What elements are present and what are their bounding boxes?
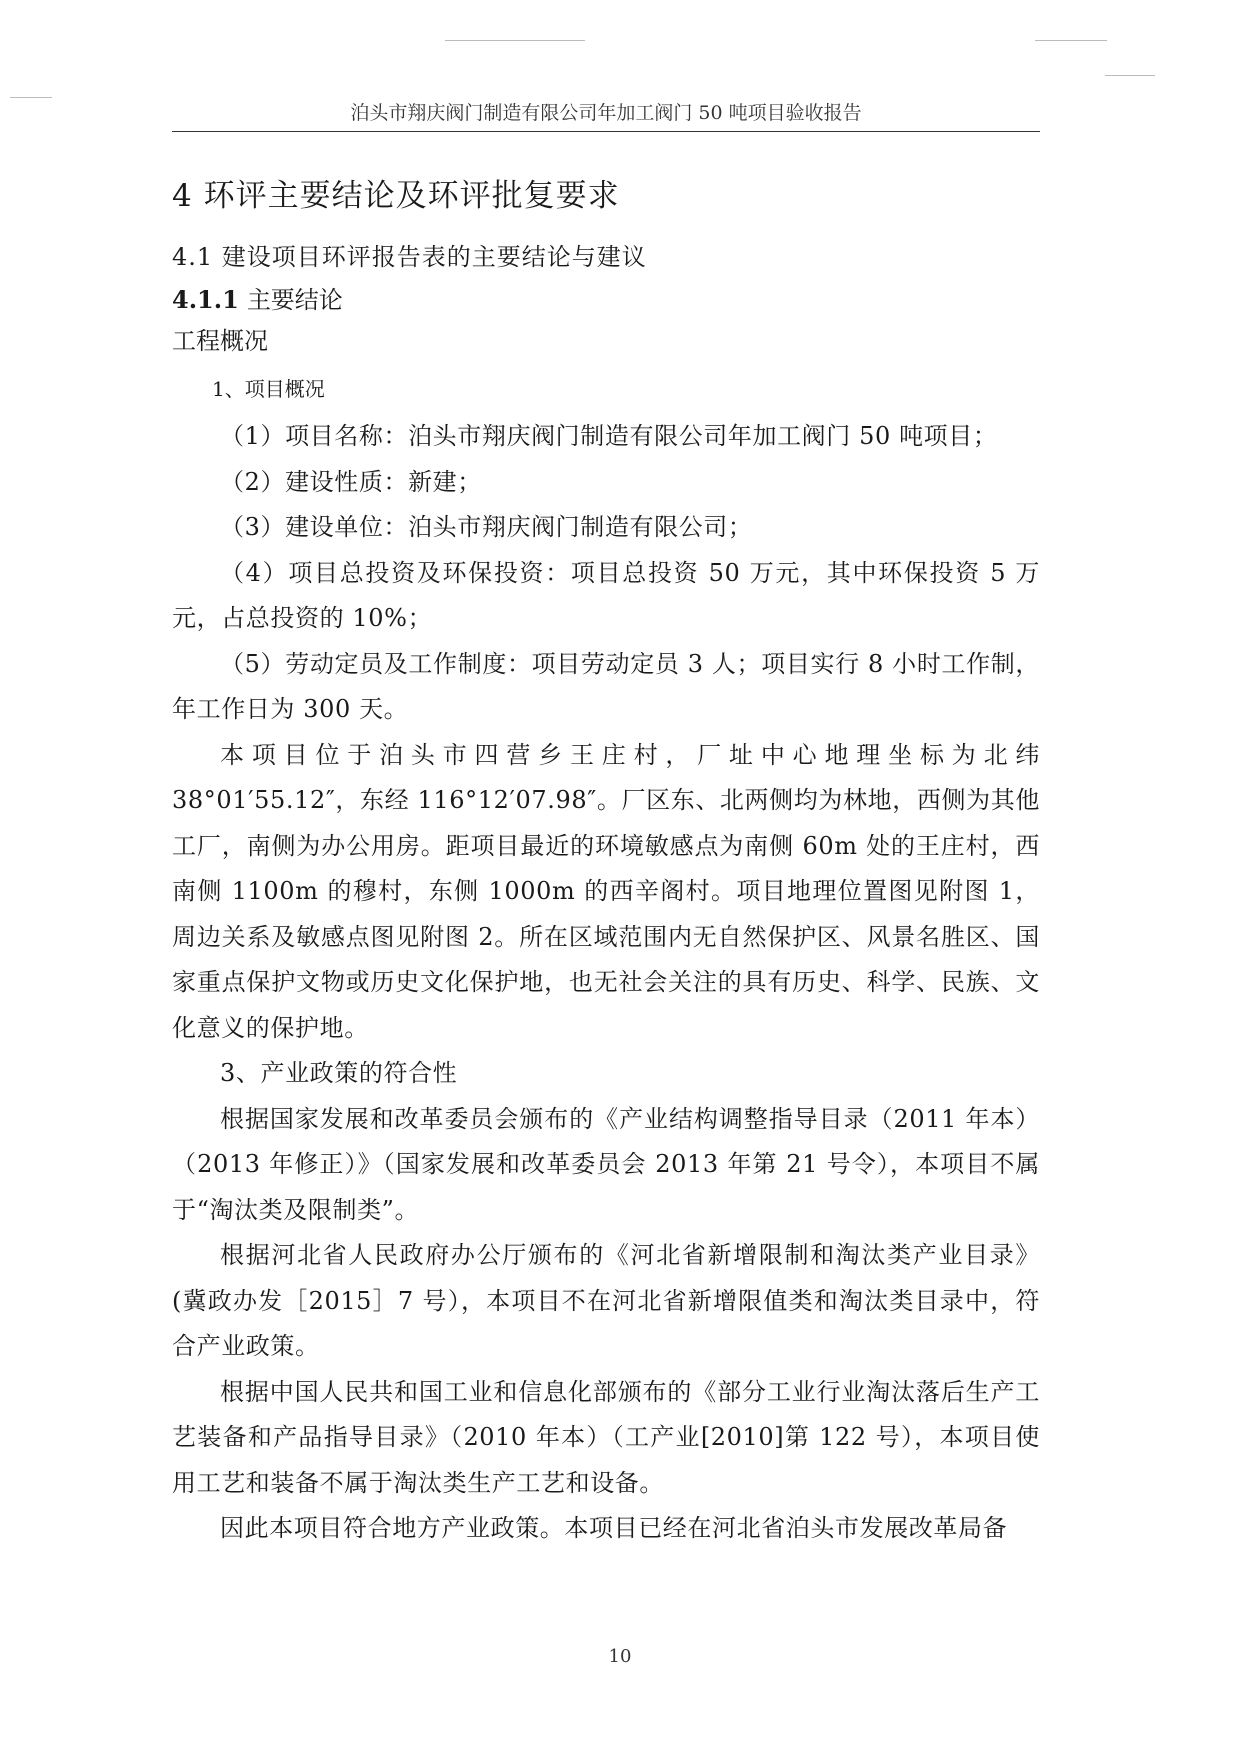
scan-artifact <box>10 97 52 98</box>
header-rule <box>172 131 1040 132</box>
page-content <box>172 172 1040 1552</box>
subsection-label: 主要结论 <box>246 286 343 314</box>
paragraph-investment: （4）项目总投资及环保投资：项目总投资 50 万元，其中环保投资 5 万元，占总投资的 10%； <box>172 558 1040 632</box>
paragraph-project-name: （1）项目名称：泊头市翔庆阀门制造有限公司年加工阀门 50 吨项目； <box>220 422 998 450</box>
paragraph-national-policy: 根据国家发展和改革委员会颁布的《产业结构调整指导目录（2011 年本）（2013 年修正）》（国家发展和改革委员会 2013 年第 21 号令），本项目不属于“淘汰类及限制类”。 <box>172 1104 1040 1224</box>
section-title: 4.1 建设项目环评报告表的主要结论与建议 <box>172 243 647 271</box>
item-heading: 1、项目概况 <box>212 377 325 401</box>
subsection-number: 4.1.1 <box>172 285 239 314</box>
paragraph-conclusion: 因此本项目符合地方产业政策。本项目已经在河北省泊头市发展改革局备 <box>220 1514 1008 1542</box>
running-header: 泊头市翔庆阀门制造有限公司年加工阀门 50 吨项目验收报告 <box>350 102 862 124</box>
paragraph-construction-type: （2）建设性质：新建； <box>220 467 482 496</box>
paragraph-location: 本项目位于泊头市四营乡王庄村，厂址中心地理坐标为北纬 38°01′55.12″，东经 116°12′07.98″。厂区东、北两侧均为林地，西侧为其他工厂，南侧为办公用房。距项目最近的环境敏感点为南侧 60m 处的王庄村，西南侧 1100m 的穆村，东侧 1000m 的西辛阁村。项目地理位置图见附图 1，周边关系及敏感点图见附图 2。所在区域范围内无自然保护区、风景名胜区、国家重点保护文物或历史文化保护地，也无社会关注的具有历史、科学、民族、文化意义的保护地。 <box>172 740 1040 1042</box>
scan-artifact <box>445 40 585 41</box>
paragraph-industry-policy-heading: 3、产业政策的符合性 <box>220 1059 458 1087</box>
chapter-title: 4 环评主要结论及环评批复要求 <box>172 178 620 214</box>
paragraph-staffing: （5）劳动定员及工作制度：项目劳动定员 3 人；项目实行 8 小时工作制，年工作日为 300 天。 <box>172 649 1040 723</box>
page-number: 10 <box>608 1646 632 1667</box>
scan-artifact <box>1105 75 1155 76</box>
paragraph-miit-policy: 根据中国人民共和国工业和信息化部颁布的《部分工业行业淘汰落后生产工艺装备和产品指导目录》（2010 年本）（工产业[2010]第 122 号），本项目使用工艺和装备不属于淘汰类生产工艺和设备。 <box>172 1377 1040 1497</box>
subsection-title <box>172 280 1040 320</box>
subheading: 工程概况 <box>172 327 268 355</box>
scan-artifact <box>1035 40 1107 41</box>
paragraph-construction-unit: （3）建设单位：泊头市翔庆阀门制造有限公司； <box>220 513 753 541</box>
paragraph-hebei-policy: 根据河北省人民政府办公厅颁布的《河北省新增限制和淘汰类产业目录》(冀政办发［2015］7 号），本项目不在河北省新增限值类和淘汰类目录中，符合产业政策。 <box>172 1241 1040 1360</box>
